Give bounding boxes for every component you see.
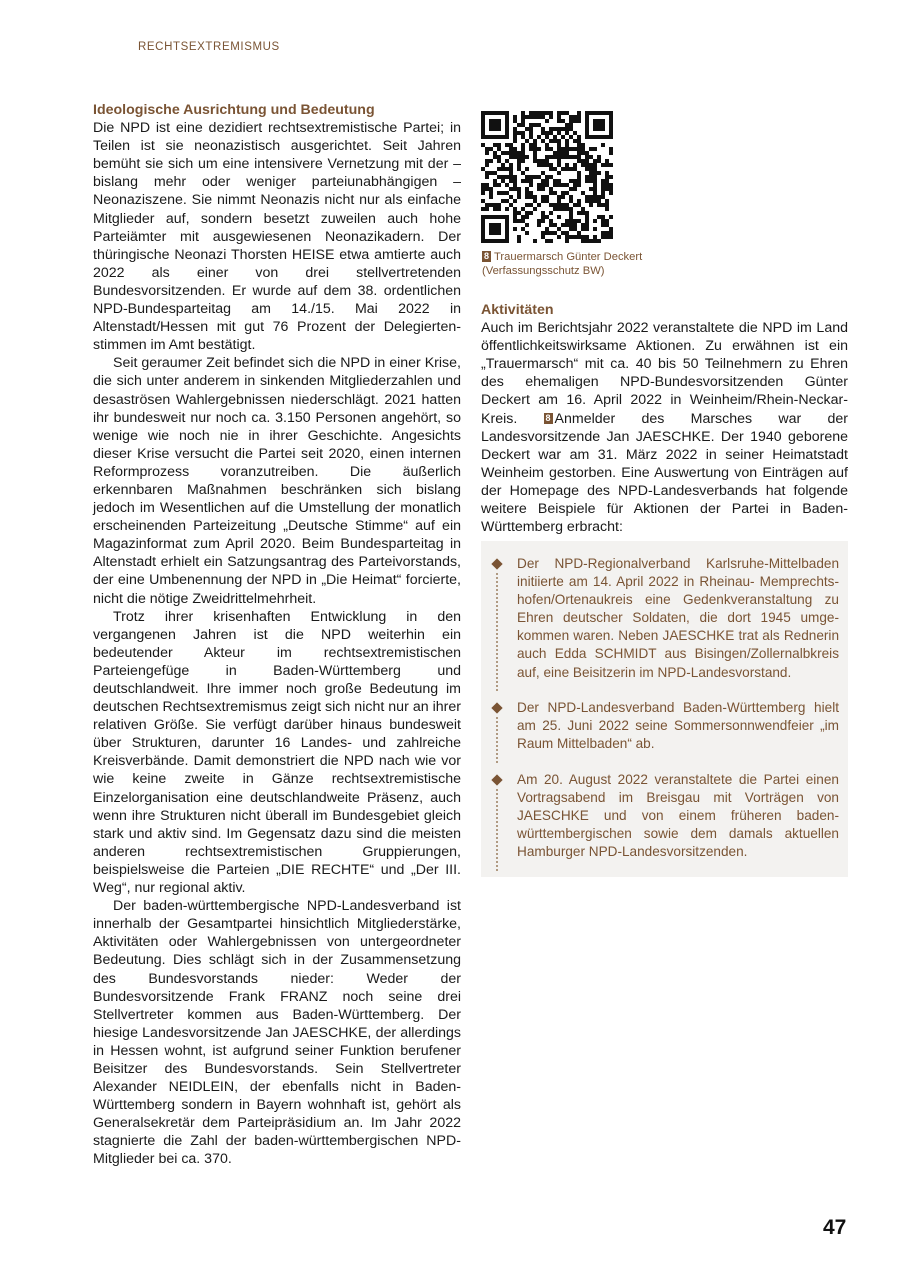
activities-paragraph xyxy=(481,319,848,536)
activities-text-part1: Auch im Berichtsjahr 2022 veranstaltete die NPD im Land öffentlichkeitswirksame Aktionen. Zu erwähnen ist ein „Trauermarsch“ mit ca. 40 bis 50 Teilnehmern zu Ehren des ehemaligen NPD-Bundesvorsitzenden Günter Deckert am 16. April 2022 in Weinheim/Rhein-Neckar-Kreis. xyxy=(481,320,848,427)
paragraph-4: Der baden-württembergische NPD-Landesverband ist innerhalb der Gesamtpartei hinsichtlich Mitgliederstärke, Aktivitäten oder Wahlergebnissen von untergeordneter Bedeutung. Dies schlägt sich in der Zusammensetzung des Bundesvorstands nieder: Weder der Bundesvorsitzende Frank FRANZ noch seine drei Stellvertreter kommen aus Baden-Württemberg. Der hiesige Landesvorsitzende Jan JAESCHKE, der allerdings in Hessen wohnt, ist aufgrund seiner Funktion berufener Beisitzer des Bundesvorstands. Sein Stellvertreter Alexander NEIDLEIN, der ebenfalls nicht in Baden-Württemberg sondern in Bayern wohnhaft ist, gehört als Generalsekretär dem Parteipräsidium an. Im Jahr 2022 stagnierte die Zahl der baden-württembergischen NPD-Mitglieder bei ca. 370. xyxy=(93,898,461,1168)
paragraph-1: Die NPD ist eine dezidiert rechtsextremistische Partei; in Teilen ist sie neonazistisch ausgerichtet. Seit Jahren bemüht sie sich um eine intensivere Vernetzung mit der – bislang mehr oder weniger parteiunabhängigen – Neonaziszene. Sie nimmt Neonazis nicht nur als einfache Mitglieder auf, sondern besetzt zuweilen auch hohe Parteiämter mit ausgewiesenen Neonazikadern. Der thüringische Neonazi Thorsten HEISE etwa amtierte auch 2022 als einer von drei stellvertretenden Bundesvorsitzenden. Er wurde auf dem 38. ordentlichen NPD-Bundesparteitag am 14./15. Mai 2022 in Altenstadt/Hessen mit gut 76 Prozent der Delegiertenstimmen im Amt bestätigt. xyxy=(93,120,461,354)
diamond-bullet-icon xyxy=(491,702,502,713)
dotted-line xyxy=(496,573,498,691)
dotted-line xyxy=(496,717,498,763)
running-head: RECHTSEXTREMISMUS xyxy=(138,41,280,53)
diamond-bullet-icon xyxy=(491,558,502,569)
section-heading-activities: Aktivitäten xyxy=(481,302,554,318)
paragraph-2: Seit geraumer Zeit befindet sich die NPD in einer Krise, die sich unter anderem in sinkenden Mitgliederzahlen und desaströsen Wahlergebnissen niederschlägt. 2021 hatten ihr bundesweit nur noch ca. 3.150 Personen angehört, so wenige wie noch nie in ihrer Geschichte. Angesichts dieser Krise versucht die Partei seit 2020, einen internen Reformprozess voranzutreiben. Die äußerlich erkennbaren Maßnahmen beschränken sich bislang jedoch im Wesentlichen auf die Umstellung der monatlich erscheinenden Parteizeitung „Deutsche Stimme“ auf ein Magazinformat zum April 2020. Beim Bundesparteitag in Altenstadt erhielt ein Satzungsantrag des Parteivorstands, der eine Umbenennung der NPD in „Die Heimat“ forcierte, nicht die nötige Zweidrittelmehrheit. xyxy=(93,355,461,607)
qr-code[interactable] xyxy=(481,111,613,243)
section-heading-ideology: Ideologische Ausrichtung und Bedeutung xyxy=(93,102,375,118)
figure-reference-badge[interactable]: 8 xyxy=(545,412,551,423)
list-item-text: Der NPD-Regionalverband Karlsruhe-Mittelbaden initiierte am 14. April 2022 in Rheinau- Memprechtshofen/Ortenaukreis eine Gedenkveranstaltung zu Ehren deutscher Soldaten, die dort 1945 umgekommen waren. Neben JAESCHKE trat als Rednerin auch Edda SCHMIDT aus Bisingen/Zollernalbkreis auf, eine Beisitzerin im NPD-Landesvorstand. xyxy=(517,556,839,680)
right-column xyxy=(481,301,848,536)
figure-number-badge: 8 xyxy=(484,251,490,261)
page-number: 47 xyxy=(823,1216,847,1239)
diamond-bullet-icon xyxy=(491,774,502,785)
activities-box xyxy=(481,541,848,877)
qr-code-graphic xyxy=(481,111,613,243)
paragraph-3: Trotz ihrer krisenhaften Entwicklung in den vergangenen Jahren ist die NPD weiterhin ein bedeutender Akteur im rechtsextremistischen Parteiengefüge in Baden-Württemberg und deutschlandweit. Ihre immer noch große Bedeutung im deutschen Rechtsextremismus zeigt sich nicht nur an ihrer relativen Größe. Sie verfügt darüber hinaus bundesweit über Strukturen, darunter 16 Landes- und zahlreiche Kreisverbände. Damit demonstriert die NPD nach wie vor wie keine zweite in Gänze rechtsextremistische Einzelorganisation eine deutschlandweite Präsenz, auch wenn ihre Strukturen nicht überall im Bundesgebiet gleich stark und aktiv sind. Im Gegensatz dazu sind die meisten anderen rechtsextremistischen Gruppierungen, beispielsweise die Parteien „DIE RECHTE“ und „Der III. Weg“, nur regional aktiv. xyxy=(93,608,461,897)
qr-caption-text: Trauermarsch Günter Deckert (Verfassungsschutz BW) xyxy=(482,251,643,277)
qr-caption xyxy=(482,250,712,278)
activities-text-part2: Anmelder des Marsches war der Landesvorsitzende Jan JAESCHKE. Der 1940 geborene Deckert war am 31. März 2022 in seiner Heimatstadt Weinheim gestorben. Eine Auswertung von Einträgen auf der Homepage des NPD-Landesverbands hat folgende weitere Beispiele für Aktionen der Partei in Baden-Württemberg erbracht: xyxy=(481,410,848,536)
left-column xyxy=(93,101,461,1169)
dotted-line xyxy=(496,789,498,871)
list-item-text: Der NPD-Landesverband Baden-Württemberg hielt am 25. Juni 2022 seine Sommersonnwendfeier „im Raum Mittelbaden“ ab. xyxy=(517,700,839,752)
list-item-text: Am 20. August 2022 veranstaltete die Partei einen Vortragsabend im Breisgau mit Vorträgen von JAESCHKE und von einem früheren badenwürttembergischen sowie dem damals aktuellen Hamburger NPD-Landesvorsitzenden. xyxy=(517,772,839,860)
